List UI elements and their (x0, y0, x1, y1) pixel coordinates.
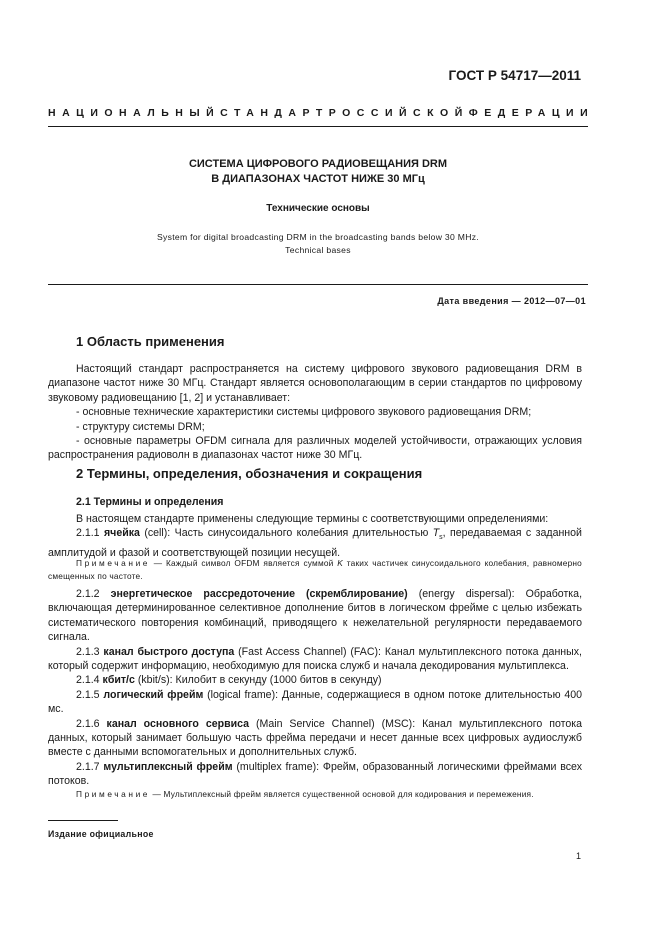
note-content: — Мультиплексный фрейм является существенной основой для кодирования и перемежения. (152, 789, 534, 799)
term-text: Данные, содержащиеся в одном потоке длительностью 400 мс. (48, 688, 583, 716)
term-number: 2.1.5 (76, 688, 100, 701)
term-text: Часть синусоидального колебания длительностью (174, 527, 429, 540)
term-definition (48, 587, 582, 645)
banner-word: РОССИЙСКОЙ (328, 107, 469, 119)
paragraph: В настоящем стандарте применены следующие термины с соответствующими определениями: (76, 513, 549, 525)
title-line: СИСТЕМА ЦИФРОВОГО РАДИОВЕЩАНИЯ DRM (188, 158, 448, 170)
section-2-heading: 2 Термины, определения, обозначения и сокращения (76, 466, 423, 481)
term-text: Канал мультиплексного потока данных, который занимает большую часть фрейма передачи и несет данные всех цифровых аудиослужб вместе с данными вспомогательных и дополнительных служб. (48, 717, 582, 759)
math-symbol: T (432, 527, 440, 540)
banner-word: НАЦИОНАЛЬНЫЙ (48, 107, 221, 119)
english-title (48, 231, 588, 257)
english-title-line: System for digital broadcasting DRM in the broadcasting bands below 30 MHz. (157, 232, 479, 242)
document-subtitle: Технические основы (266, 203, 370, 214)
term-number: 2.1.2 (76, 588, 100, 600)
term-english: (kbit/s): (137, 674, 173, 687)
term-english: (energy dispersal): (418, 588, 515, 600)
footer-divider (48, 820, 118, 821)
term-number: 2.1.1 (76, 527, 100, 540)
term-english: (Main Service Channel) (MSC): (255, 717, 416, 730)
paragraph: Настоящий стандарт распространяется на систему цифрового звукового радиовещания DRM в диапазоне частот ниже 30 МГц. Стандарт является основополагающим в серии стандартов по цифровому звуковому радиовещанию [1, 2] и устанавливает: (48, 363, 582, 404)
banner-divider (48, 126, 588, 127)
math-symbol: K (337, 558, 343, 568)
list-item: - структуру системы DRM; (76, 420, 205, 433)
note-block (48, 557, 582, 583)
subsection-heading: 2.1 Термины и определения (76, 496, 224, 508)
math-subscript: s (439, 534, 443, 542)
term-english: (logical frame): (207, 688, 279, 701)
term-number: 2.1.6 (76, 717, 100, 730)
term-name: кбит/с (102, 674, 135, 687)
term-number: 2.1.3 (76, 645, 100, 658)
english-title-line: Technical bases (285, 245, 351, 255)
banner-word: СТАНДАРТ (220, 107, 329, 119)
term-text: Фрейм, образованный логическими фреймами всех потоков. (48, 760, 583, 788)
term-name: логический фрейм (103, 688, 204, 701)
note-text (48, 557, 582, 583)
note-label: Примечание (76, 789, 151, 799)
note-text (48, 788, 582, 801)
note-label: Примечание (76, 558, 151, 568)
note-content: таких частичек синусоидального колебания, равномерно смещенных по частоте. (48, 558, 582, 581)
national-standard-banner (48, 107, 595, 119)
section-1-body (48, 362, 582, 463)
section-1-heading: 1 Область применения (76, 334, 225, 349)
banner-word: ФЕДЕРАЦИИ (468, 107, 595, 119)
term-text: Килобит в секунду (1000 битов в секунду) (175, 674, 382, 687)
document-title (48, 157, 588, 187)
term-name: ячейка (103, 527, 140, 540)
term-number: 2.1.7 (76, 760, 100, 773)
note-block (48, 788, 582, 801)
list-item: - основные технические характеристики системы цифрового звукового радиовещания DRM; (76, 406, 532, 419)
term-definition (48, 673, 582, 687)
page-number: 1 (575, 851, 581, 861)
term-definition (48, 717, 582, 760)
term-english: (multiplex frame): (236, 760, 320, 773)
term-english: (cell): (144, 527, 171, 540)
list-item: - основные параметры OFDM сигнала для различных моделей устойчивости, отражающих условия распространения радиоволн в диапазонах частот ниже 30 МГц. (48, 435, 582, 462)
note-content: — Каждый символ OFDM является суммой (153, 558, 334, 568)
term-definition (48, 688, 582, 717)
term-name: мультиплексный фрейм (103, 760, 233, 773)
standard-id: ГОСТ Р 54717—2011 (448, 68, 581, 83)
term-definition (48, 645, 582, 674)
introduction-date: Дата введения — 2012—07—01 (437, 296, 586, 306)
term-english: (Fast Access Channel) (FAC): (238, 645, 381, 658)
term-name: канал быстрого доступа (103, 645, 235, 658)
section-2-body-a (48, 512, 582, 560)
section-2-body-b (48, 587, 582, 789)
term-text: , передаваемая с заданной амплитудой и фазой и соответствующей позиции несущей. (48, 527, 582, 559)
term-text: Обработка, включающая детерминированное селективное дополнение битов в логическом фрейме с целью избежать систематического повторения комбинаций, приводящего к нежелательной регулярности передаваемого сигнала. (48, 588, 583, 644)
title-line: В ДИАПАЗОНАХ ЧАСТОТ НИЖЕ 30 МГц (211, 173, 425, 185)
term-definition (48, 760, 582, 789)
term-number: 2.1.4 (76, 674, 100, 687)
title-divider (48, 284, 588, 285)
term-name: энергетическое рассредоточение (скремблирование) (110, 588, 408, 600)
term-definition (48, 526, 582, 560)
edition-label: Издание официальное (48, 829, 154, 839)
term-text: Канал мультиплексного потока данных, который содержит информацию, необходимую для поиска служб и начала декодирования мультиплекса. (48, 645, 582, 673)
term-name: канал основного сервиса (106, 717, 250, 730)
